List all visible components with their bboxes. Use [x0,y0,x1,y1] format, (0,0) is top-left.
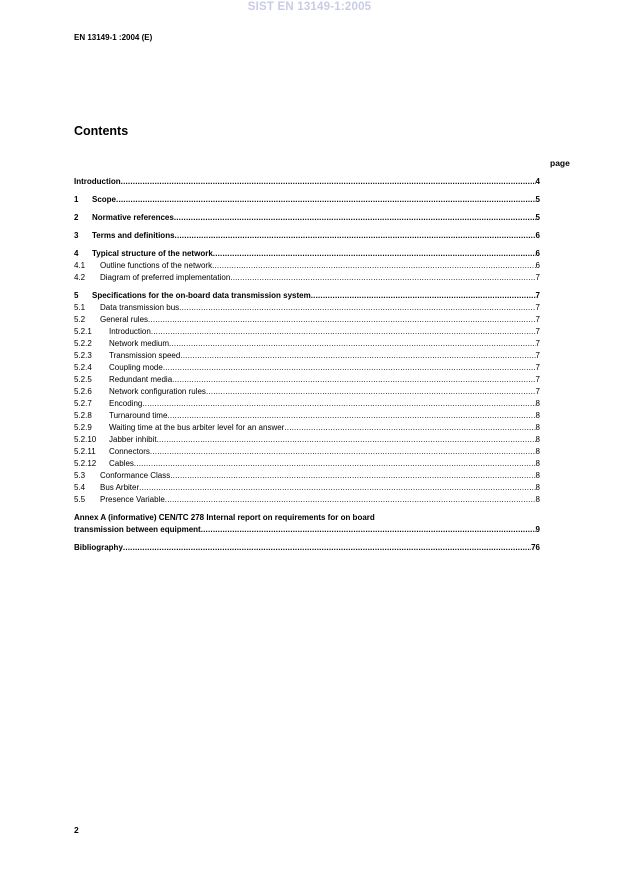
toc-section-number: 5.2 [74,315,86,324]
toc-entry[interactable] [74,248,540,260]
watermark: SIST EN 13149-1:2005 [247,1,372,13]
toc-leader [121,176,536,188]
toc-section-number: 2 [74,213,79,222]
toc-title: Specifications for the on-board data transmission system [92,291,311,300]
toc-page-number: 6 [535,231,540,240]
toc-leader [175,230,536,242]
toc-leader [148,314,536,326]
toc-section-number: 5.2.9 [74,423,92,432]
toc-page-number: 8 [535,495,540,504]
toc-title: Introduction [109,327,151,336]
toc-title: Normative references [92,213,174,222]
toc-section-number: 3 [74,231,79,240]
toc-page-number: 4 [535,177,540,186]
toc-title: Encoding [109,399,143,408]
toc-entry[interactable] [74,272,540,284]
toc-entry[interactable] [74,194,540,206]
toc-entry[interactable] [74,314,540,326]
toc-leader [157,434,536,446]
toc-title: Coupling mode [109,363,163,372]
toc-section-number: 4.1 [74,261,86,270]
toc-page-number: 7 [535,363,540,372]
toc-title: Turnaround time [109,411,168,420]
toc-page-number: 7 [535,327,540,336]
toc-title: Transmission speed [109,351,181,360]
toc-page-number: 7 [535,315,540,324]
toc-entry[interactable] [74,470,540,482]
toc-entry[interactable] [74,482,540,494]
toc-entry[interactable] [74,494,540,506]
toc-leader [150,446,536,458]
toc-page-number: 8 [535,423,540,432]
toc-entry[interactable] [74,374,540,386]
toc-section-number: 5.2.12 [74,459,97,468]
toc-title: Connectors [109,447,150,456]
toc-page-number: 7 [535,375,540,384]
toc-page-number: 7 [535,339,540,348]
toc-entry[interactable] [74,350,540,362]
toc-leader [163,362,536,374]
toc-entry[interactable] [74,398,540,410]
toc-entry-annex-a[interactable] [74,512,540,536]
toc-section-number: 5.2.8 [74,411,92,420]
toc-leader [174,212,536,224]
toc-section-number: 1 [74,195,79,204]
toc-page-number: 7 [535,303,540,312]
toc-title: Scope [92,195,117,204]
toc-title: Conformance Class [100,471,171,480]
toc-page-number: 7 [535,351,540,360]
toc-leader [201,524,536,536]
toc-entry[interactable] [74,362,540,374]
toc-page-number: 5 [535,195,540,204]
toc-leader [139,482,535,494]
toc-leader [213,248,536,260]
toc-entry[interactable] [74,446,540,458]
toc-section-number: 5.2.10 [74,435,97,444]
page-column-label: page [550,158,570,168]
toc-page-number: 7 [535,291,540,300]
toc-page-number: 8 [535,483,540,492]
toc-leader [169,338,536,350]
toc-page-number: 76 [531,543,540,552]
toc-section-number: 5.1 [74,303,86,312]
toc-section-number: 4 [74,249,79,258]
toc-entry[interactable] [74,326,540,338]
toc-section-number: 5.2.1 [74,327,92,336]
toc-page-number: 8 [535,435,540,444]
toc-section-number: 5.2.4 [74,363,92,372]
toc-title: Bus Arbiter [100,483,140,492]
toc-title: Introduction [74,177,121,186]
toc-entry[interactable] [74,212,540,224]
toc-section-number: 4.2 [74,273,86,282]
toc-page-number: 7 [535,273,540,282]
toc-title: Network configuration rules [109,387,206,396]
toc-page-number: 8 [535,447,540,456]
toc-leader [212,260,535,272]
toc-leader [206,386,536,398]
toc-page-number: 5 [535,213,540,222]
toc-entry[interactable] [74,434,540,446]
toc-leader [311,290,536,302]
table-of-contents [74,176,540,554]
toc-entry[interactable] [74,410,540,422]
page-title: Contents [74,124,129,138]
toc-leader [167,410,535,422]
toc-title: Jabber inhibit [109,435,157,444]
toc-leader [142,398,535,410]
toc-entry[interactable] [74,338,540,350]
toc-annex-line-1: Annex A (informative) CEN/TC 278 Internal report on requirements for on board [74,513,375,522]
toc-page-number: 6 [535,261,540,270]
toc-page-number: 9 [535,525,540,534]
toc-leader [116,194,536,206]
toc-entry[interactable] [74,422,540,434]
toc-title: General rules [100,315,149,324]
toc-title: Bibliography [74,543,123,552]
toc-title: Waiting time at the bus arbiter level for an answer [109,423,285,432]
toc-section-number: 5.2.6 [74,387,92,396]
toc-leader [151,326,536,338]
toc-leader [170,470,535,482]
toc-title: Outline functions of the network [100,261,213,270]
toc-leader [180,350,535,362]
toc-entry[interactable] [74,290,540,302]
toc-page-number: 8 [535,411,540,420]
toc-entry[interactable] [74,176,540,188]
toc-leader [172,374,535,386]
toc-section-number: 5.2.7 [74,399,92,408]
toc-title: Terms and definitions [92,231,175,240]
toc-page-number: 6 [535,249,540,258]
toc-page-number: 7 [535,387,540,396]
toc-section-number: 5 [74,291,79,300]
toc-title: Presence Variable [100,495,165,504]
toc-page-number: 8 [535,459,540,468]
toc-title: Redundant media [109,375,173,384]
toc-entry[interactable] [74,386,540,398]
toc-section-number: 5.4 [74,483,86,492]
toc-entry[interactable] [74,302,540,314]
toc-leader [284,422,535,434]
toc-leader [134,458,536,470]
toc-annex-line-2: transmission between equipment [74,525,201,534]
toc-title: Typical structure of the network [92,249,213,258]
toc-page-number: 8 [535,471,540,480]
toc-leader [179,302,535,314]
toc-section-number: 5.2.2 [74,339,92,348]
toc-title: Data transmission bus [100,303,180,312]
toc-section-number: 5.2.3 [74,351,92,360]
toc-leader [230,272,535,284]
toc-entry[interactable] [74,260,540,272]
toc-section-number: 5.2.5 [74,375,92,384]
document-id: EN 13149-1 :2004 (E) [74,33,153,42]
page-number: 2 [74,825,79,835]
toc-section-number: 5.2.11 [74,447,96,456]
toc-title: Diagram of preferred implementation [100,273,231,282]
toc-title: Cables [109,459,134,468]
toc-entry[interactable] [74,230,540,242]
toc-section-number: 5.3 [74,471,86,480]
toc-page-number: 8 [535,399,540,408]
toc-leader [165,494,536,506]
toc-entry-bibliography[interactable] [74,542,540,554]
toc-title: Network medium [109,339,170,348]
toc-leader [123,542,531,554]
toc-section-number: 5.5 [74,495,86,504]
toc-entry[interactable] [74,458,540,470]
